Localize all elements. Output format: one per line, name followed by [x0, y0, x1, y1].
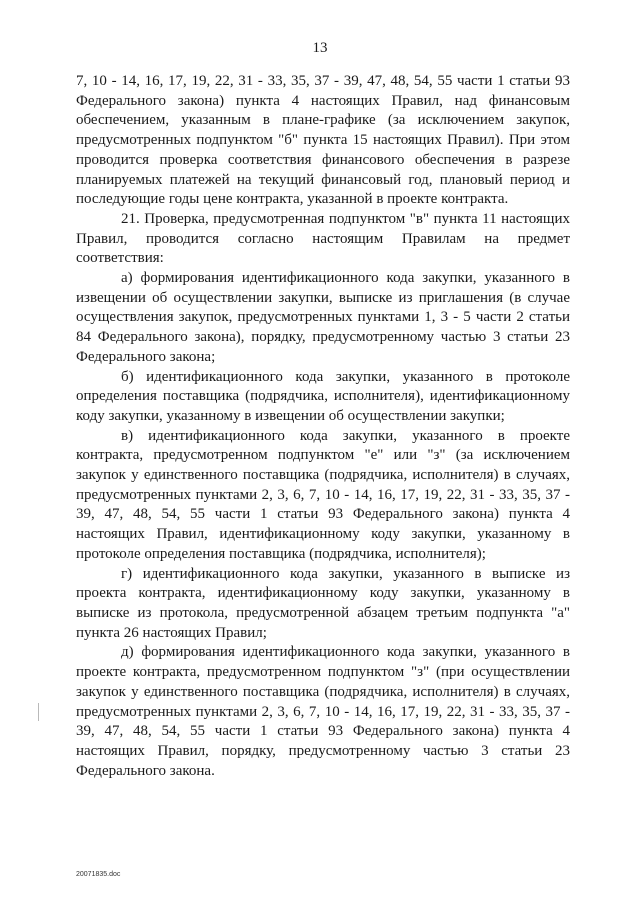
- paragraph-subitem-v: в) идентификационного кода закупки, указанного в проекте контракта, предусмотренном подпунктом "е" или "з" (за исключением закупок у единственного поставщика (подрядчика, исполнителя) в случаях, предусмотренных пунктами 2, 3, 6, 7, 10 - 14, 16, 17, 19, 22, 31 - 33, 35, 37 - 39, 47, 48, 54, 55 части 1 статьи 93 Федерального закона) пункта 4 настоящих Правил, идентификационному коду закупки, указанному в протоколе определения поставщика (подрядчика, исполнителя);: [76, 427, 570, 562]
- paragraph-subitem-d: д) формирования идентификационного кода закупки, указанного в проекте контракта, предусмотренном подпунктом "з" (при осуществлении закупок у единственного поставщика (подрядчика, исполнителя) в случаях, предусмотренных пунктами 2, 3, 6, 7, 10 - 14, 16, 17, 19, 22, 31 - 33, 35, 37 - 39, 47, 48, 54, 55 части 1 статьи 93 Федерального закона) пункта 4 настоящих Правил, порядку, предусмотренному частью 3 статьи 23 Федерального закона.: [76, 644, 570, 779]
- paragraph-subitem-a: а) формирования идентификационного кода закупки, указанного в извещении об осуществлении закупки, выписке из приглашения (в случае осуществления закупок, предусмотренных пунктами 1, 3 - 5 части 2 статьи 84 Федерального закона), порядку, предусмотренному частью 3 статьи 23 Федерального закона;: [76, 270, 570, 365]
- margin-mark: [38, 703, 39, 721]
- paragraph-item-21: 21. Проверка, предусмотренная подпунктом "в" пункта 11 настоящих Правил, проводится согласно настоящим Правилам на предмет соответствия:: [76, 210, 570, 267]
- document-body: [76, 72, 570, 781]
- page-number: 13: [312, 40, 328, 56]
- paragraph-continuation: 7, 10 - 14, 16, 17, 19, 22, 31 - 33, 35, 37 - 39, 47, 48, 54, 55 части 1 статьи 93 Федерального закона) пункта 4 настоящих Правил, над финансовым обеспечением, указанным в плане-графике (за исключением закупок, предусмотренных подпунктом "б" пункта 15 настоящих Правил). При этом проводится проверка соответствия финансового обеспечения в разрезе планируемых платежей на текущий финансовый год, плановый период и последующие годы цене контракта, указанной в проекте контракта.: [76, 73, 570, 208]
- footer-filename: 20071835.doc: [76, 871, 121, 878]
- paragraph-subitem-g: г) идентификационного кода закупки, указанного в выписке из проекта контракта, идентификационному коду закупки, указанному в выписке из протокола, предусмотренной абзацем третьим подпункта "а" пункта 26 настоящих Правил;: [76, 565, 570, 641]
- paragraph-subitem-b: б) идентификационного кода закупки, указанного в протоколе определения поставщика (подрядчика, исполнителя), идентификационному коду закупки, указанному в извещении об осуществлении закупки;: [76, 368, 570, 424]
